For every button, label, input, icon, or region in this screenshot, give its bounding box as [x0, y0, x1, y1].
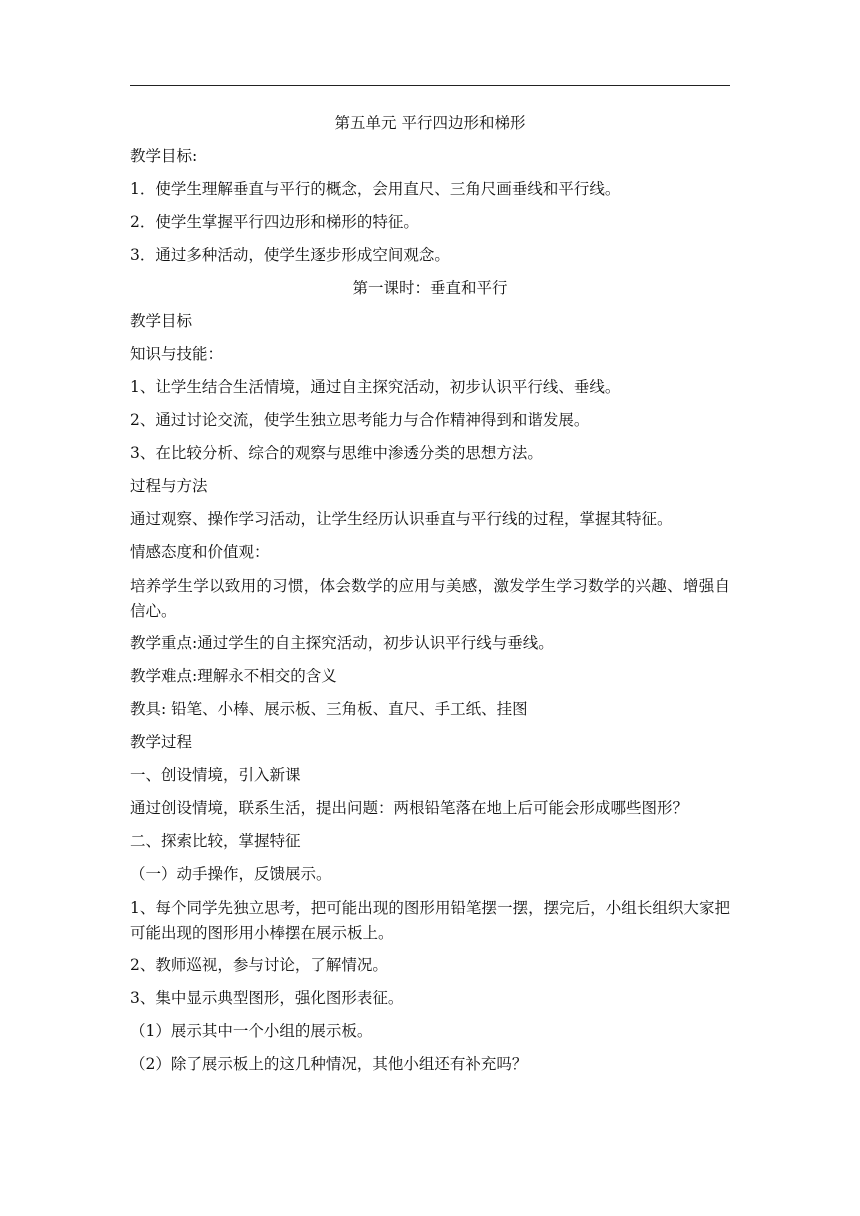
objectives-heading: 教学目标:	[130, 147, 198, 165]
section-heading: 二、探索比较，掌握特征	[130, 832, 301, 850]
step-item: 1、每个同学先独立思考，把可能出现的图形用铅笔摆一摆，摆完后，小组长组织大家把可能出现的图形用小棒摆在展示板上。	[130, 899, 730, 942]
difficult-point: 教学难点:理解永不相交的含义	[130, 667, 337, 685]
attitude-heading: 情感态度和价值观：	[130, 543, 270, 561]
objective-item: 3．通过多种活动，使学生逐步形成空间观念。	[130, 246, 450, 264]
process-text: 通过观察、操作学习活动，让学生经历认识垂直与平行线的过程，掌握其特征。	[130, 510, 673, 528]
objective-item: 2．使学生掌握平行四边形和梯形的特征。	[130, 213, 419, 231]
unit-title: 第五单元 平行四边形和梯形	[334, 114, 526, 132]
step-item: 2、教师巡视，参与讨论，了解情况。	[130, 956, 388, 974]
document-body	[130, 112, 730, 1086]
objective-item: 1．使学生理解垂直与平行的概念，会用直尺、三角尺画垂线和平行线。	[130, 180, 621, 198]
knowledge-item: 2、通过讨论交流，使学生独立思考能力与合作精神得到和谐发展。	[130, 411, 590, 429]
knowledge-item: 3、在比较分析、综合的观察与思维中渗透分类的思想方法。	[130, 444, 543, 462]
subsection-heading: （一）动手操作，反馈展示。	[130, 865, 332, 883]
attitude-text: 培养学生学以致用的习惯，体会数学的应用与美感，激发学生学习数学的兴趣、增强自信心。	[130, 577, 730, 620]
header-rule	[130, 85, 730, 86]
procedure-heading: 教学过程	[130, 733, 193, 751]
lesson-objectives-heading: 教学目标	[130, 312, 193, 330]
substep-item: （1）展示其中一个小组的展示板。	[130, 1022, 373, 1040]
teaching-tools: 教具: 铅笔、小棒、展示板、三角板、直尺、手工纸、挂图	[130, 700, 528, 718]
key-point: 教学重点:通过学生的自主探究活动，初步认识平行线与垂线。	[130, 634, 554, 652]
lesson-title: 第一课时：垂直和平行	[352, 279, 508, 297]
substep-item: （2）除了展示板上的这几种情况，其他小组还有补充吗？	[130, 1055, 528, 1073]
knowledge-item: 1、让学生结合生活情境，通过自主探究活动，初步认识平行线、垂线。	[130, 378, 621, 396]
section-text: 通过创设情境，联系生活，提出问题：两根铅笔落在地上后可能会形成哪些图形？	[130, 799, 689, 817]
step-item: 3、集中显示典型图形，强化图形表征。	[130, 989, 404, 1007]
knowledge-heading: 知识与技能：	[130, 345, 224, 363]
process-heading: 过程与方法	[130, 477, 208, 495]
section-heading: 一、创设情境，引入新课	[130, 766, 301, 784]
